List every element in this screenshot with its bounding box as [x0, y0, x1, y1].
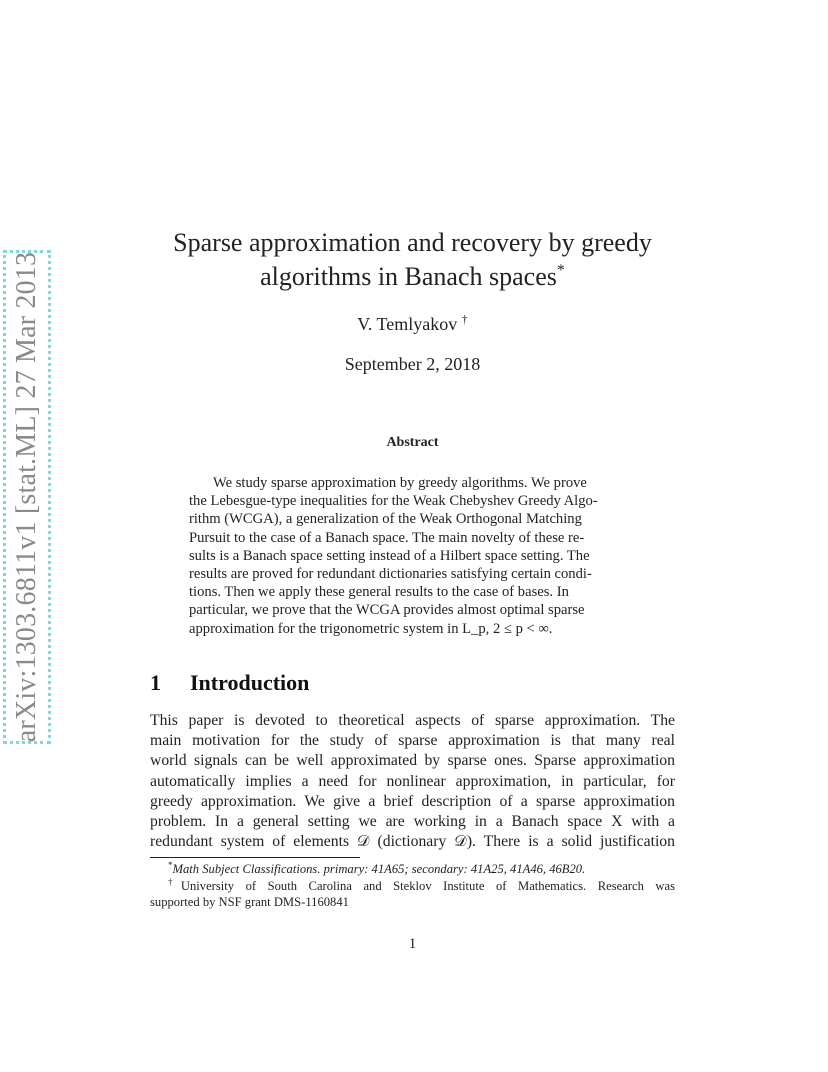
- section-heading: [150, 670, 309, 696]
- abstract-line: particular, we prove that the WCGA provides almost optimal sparse: [189, 602, 585, 619]
- abstract-line: sults is a Banach space setting instead of a Hilbert space setting. The: [189, 547, 590, 564]
- title-footnote-marker: *: [556, 262, 565, 279]
- section-number: 1: [150, 670, 161, 695]
- title-line-1: Sparse approximation and recovery by greedy: [173, 228, 652, 257]
- author-line: [150, 314, 675, 335]
- abstract-body: [189, 474, 637, 638]
- abstract-heading: Abstract: [386, 435, 439, 450]
- footnote-2-text: University of South Carolina and Steklov Institute of Mathematics. Research was: [180, 878, 676, 893]
- section-title: Introduction: [190, 670, 310, 695]
- abstract-line: approximation for the trigonometric system in L_p, 2 ≤ p < ∞.: [189, 620, 553, 637]
- abstract-line: the Lebesgue-type inequalities for the Weak Chebyshev Greedy Algo-: [189, 493, 598, 510]
- paper-date: September 2, 2018: [344, 354, 481, 374]
- abstract-line: tions. Then we apply these general results to the case of bases. In: [189, 584, 569, 601]
- footnote-rule: [150, 857, 360, 858]
- arxiv-stamp: [3, 250, 51, 744]
- page-number: 1: [408, 936, 417, 952]
- footnote-classification: [150, 861, 675, 878]
- intro-line: problem. In a general setting we are working in a Banach space X with a: [150, 813, 675, 831]
- footnote-2-marker: †: [168, 876, 181, 887]
- arxiv-stamp-text: arXiv:1303.6811v1 [stat.ML] 27 Mar 2013: [11, 251, 42, 743]
- intro-line: greedy approximation. We give a brief description of a sparse approximation: [150, 792, 675, 810]
- abstract-line: results are proved for redundant dictionaries satisfying certain condi-: [189, 566, 592, 583]
- intro-line: redundant system of elements 𝒟 (dictionary 𝒟). There is a solid justification: [150, 833, 675, 851]
- intro-line: world signals can be well approximated by sparse ones. Sparse approximation: [150, 752, 675, 770]
- introduction-paragraph: [150, 711, 675, 852]
- author-name: V. Temlyakov: [357, 314, 458, 334]
- footnotes: [150, 861, 675, 911]
- intro-line: automatically implies a need for nonlinear approximation, in particular, for: [150, 772, 675, 790]
- abstract-line: rithm (WCGA), a generalization of the Weak Orthogonal Matching: [189, 511, 582, 528]
- intro-line: main motivation for the study of sparse approximation is that many real: [150, 732, 675, 750]
- intro-line: This paper is devoted to theoretical aspects of sparse approximation. The: [150, 712, 675, 729]
- footnote-affiliation: [150, 878, 675, 895]
- author-footnote-marker: †: [461, 312, 468, 326]
- abstract-line: Pursuit to the case of a Banach space. The main novelty of these re-: [189, 529, 585, 546]
- abstract-line: We study sparse approximation by greedy algorithms. We prove: [213, 475, 587, 491]
- paper-title: [150, 226, 675, 294]
- footnote-1-marker: *: [168, 860, 173, 870]
- title-line-2: algorithms in Banach spaces: [260, 262, 557, 291]
- footnote-1-text: Math Subject Classifications. primary: 41A65; secondary: 41A25, 41A46, 46B20.: [172, 862, 586, 876]
- footnote-affiliation-continued: supported by NSF grant DMS-1160841: [150, 895, 349, 909]
